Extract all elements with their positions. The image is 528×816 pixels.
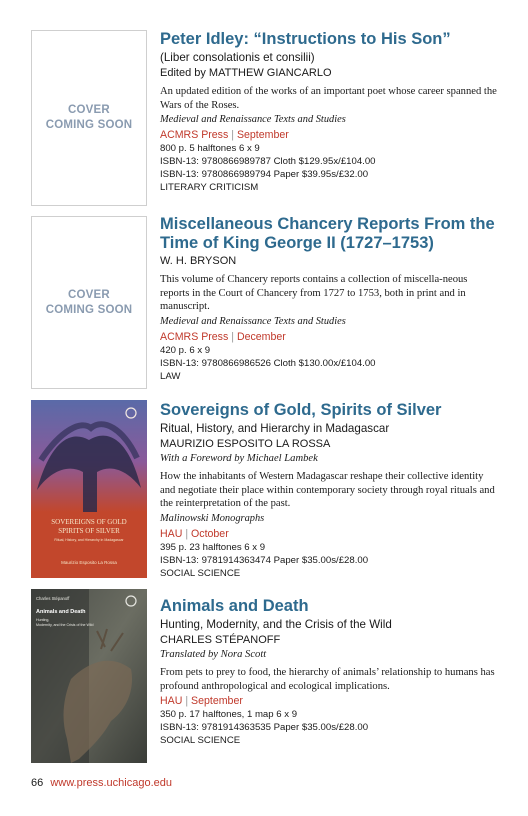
book-series: Medieval and Renaissance Texts and Studies	[160, 114, 346, 126]
cover-placeholder	[31, 216, 147, 389]
publication-month: September	[236, 129, 289, 142]
cover-author: Charles Stépanoff	[36, 596, 70, 601]
book-subtitle: Ritual, History, and Hierarchy in Madagascar	[160, 422, 390, 435]
book-cover-image[interactable]	[31, 400, 147, 578]
book-subject: SOCIAL SCIENCE	[160, 567, 241, 579]
book-contributor: W. H. BRYSON	[160, 255, 237, 267]
book-description: An updated edition of the works of an important poet whose career spanned the Wars of the Roses.	[160, 86, 497, 111]
book-spec: ISBN-13: 9780866986526 Cloth $130.00x/£104.00	[160, 357, 376, 369]
book-publisher: HAU | September	[160, 695, 243, 708]
cover-subtitle-line: Modernity, and the Crisis of the Wild	[36, 623, 94, 627]
cover-artwork	[31, 400, 147, 578]
website-link[interactable]: www.press.uchicago.edu	[50, 777, 172, 789]
book-cover-image[interactable]	[31, 589, 147, 763]
cover-placeholder-text: COVER COMING SOON	[45, 104, 133, 131]
publisher-name: HAU	[160, 527, 183, 540]
publication-month: September	[191, 695, 243, 708]
book-contributor: MAURIZIO ESPOSITO LA ROSSA	[160, 438, 331, 450]
book-subtitle: Hunting, Modernity, and the Crisis of the Wild	[160, 618, 392, 631]
book-contributor: CHARLES STÉPANOFF	[160, 634, 281, 646]
book-publisher: HAU | October	[160, 527, 229, 540]
cover-title-line: SOVEREIGNS OF GOLD	[51, 518, 127, 526]
book-spec: 395 p. 23 halftones 6 x 9	[160, 541, 266, 553]
cover-subtitle: Ritual, History, and Hierarchy in Madagascar	[54, 538, 124, 542]
book-publisher: ACMRS Press | September	[160, 129, 289, 142]
book-translator: Translated by Nora Scott	[160, 649, 267, 660]
cover-subtitle-line: Hunting,	[36, 618, 50, 622]
cover-placeholder	[31, 30, 147, 206]
book-subject: LITERARY CRITICISM	[160, 182, 259, 194]
book-spec: ISBN-13: 9780866989794 Paper $39.95s/£32.00	[160, 169, 369, 181]
book-series: Medieval and Renaissance Texts and Studies	[160, 315, 346, 327]
book-description: How the inhabitants of Western Madagascar reshape their collective identity and negotiate their place within contemporary society through royal rituals and the reinterpretation of the past.	[160, 471, 495, 510]
publisher-name: ACMRS Press	[160, 330, 229, 343]
book-title[interactable]: Sovereigns of Gold, Spirits of Silver	[160, 401, 442, 419]
book-contributor: Edited by MATTHEW GIANCARLO	[160, 67, 332, 79]
book-description: From pets to prey to food, the hierarchy of animals’ relationship to humans has profound anthropological and ecological implications.	[160, 667, 495, 692]
book-spec: ISBN-13: 9780866989787 Cloth $129.95x/£104.00	[160, 156, 376, 168]
book-publisher: ACMRS Press | December	[160, 330, 286, 343]
book-spec: ISBN-13: 9781914363474 Paper $35.00s/£28.00	[160, 554, 369, 566]
book-title[interactable]: Animals and Death	[160, 597, 309, 615]
page-footer	[31, 776, 172, 790]
book-series: Malinowski Monographs	[160, 512, 265, 524]
publication-month: December	[236, 330, 286, 343]
book-spec: 350 p. 17 halftones, 1 map 6 x 9	[160, 709, 298, 721]
book-title[interactable]: Miscellaneous Chancery Reports From the Time of King George II (1727–1753)	[160, 215, 495, 252]
book-spec: 800 p. 5 halftones 6 x 9	[160, 143, 260, 155]
publisher-name: HAU	[160, 695, 183, 708]
book-foreword: With a Foreword by Michael Lambek	[160, 453, 318, 464]
book-description: This volume of Chancery reports contains a collection of miscella-neous reports in the Court of Chancery from 1727 to 1753, both in print and in manuscript.	[160, 274, 468, 313]
book-spec: 420 p. 6 x 9	[160, 344, 211, 356]
cover-author: Maurizio Esposito La Rossa	[61, 560, 117, 565]
book-subtitle: (Liber consolationis et consilii)	[160, 51, 315, 64]
cover-placeholder-text: COVER COMING SOON	[45, 288, 133, 316]
cover-title-line: SPIRITS OF SILVER	[58, 527, 120, 535]
cover-artwork	[31, 589, 147, 763]
page-number: 66	[31, 777, 44, 789]
book-subject: SOCIAL SCIENCE	[160, 735, 241, 747]
cover-title: Animals and Death	[36, 609, 86, 615]
book-spec: ISBN-13: 9781914363535 Paper $35.00s/£28.00	[160, 722, 369, 734]
book-subject: LAW	[160, 370, 181, 382]
publisher-name: ACMRS Press	[160, 129, 229, 142]
publication-month: October	[191, 527, 229, 540]
book-title[interactable]: Peter Idley: “Instructions to His Son”	[160, 30, 451, 48]
